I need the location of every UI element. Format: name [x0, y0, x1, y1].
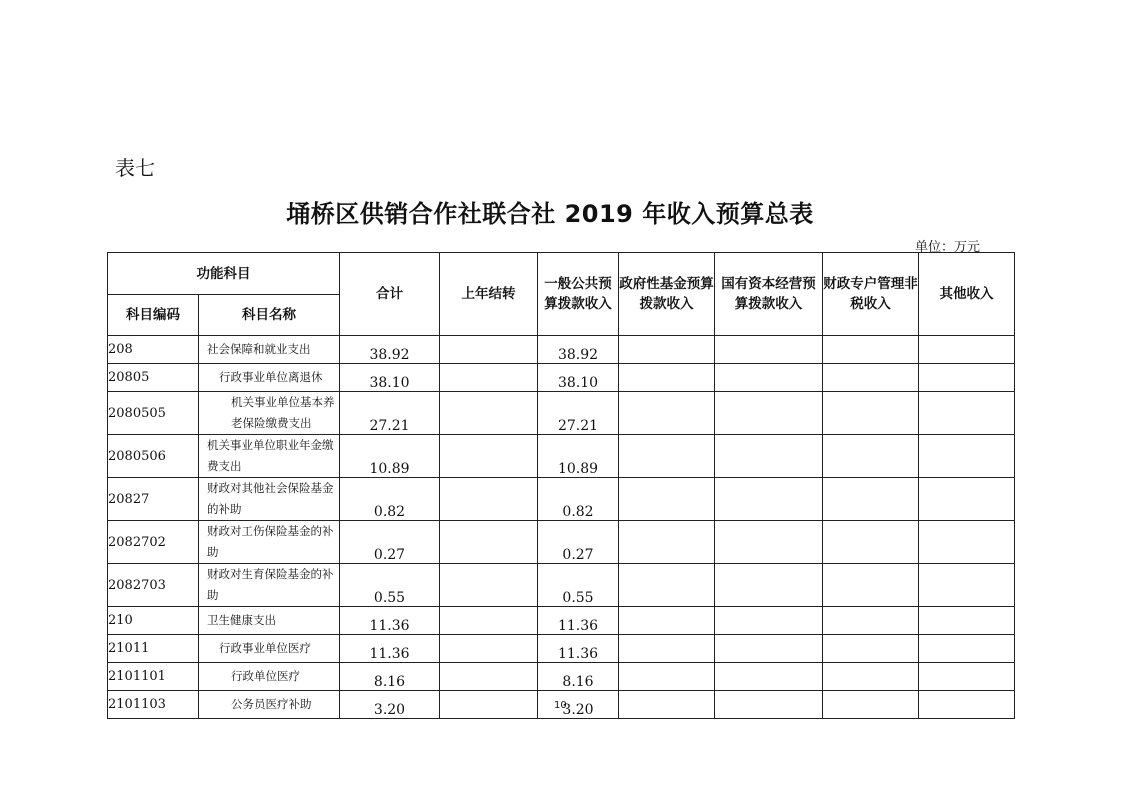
general-budget-cell: 8.16 [538, 663, 619, 691]
carryover-cell [440, 564, 538, 607]
general-budget-cell: 0.55 [538, 564, 619, 607]
subject-name-cell: 社会保障和就业支出 [199, 336, 340, 364]
document-title: 埇桥区供销合作社联合社 2019 年收入预算总表 [286, 200, 814, 228]
fund-budget-cell [619, 364, 715, 392]
table-row [108, 521, 1015, 564]
total-cell: 11.36 [340, 607, 440, 635]
subject-code-cell: 20827 [108, 478, 199, 521]
header-fund-budget: 政府性基金预算拨款收入 [619, 253, 715, 336]
table-row [108, 478, 1015, 521]
carryover-cell [440, 635, 538, 663]
total-cell: 8.16 [340, 663, 440, 691]
header-carryover: 上年结转 [440, 253, 538, 336]
fund-budget-cell [619, 564, 715, 607]
header-state-capital: 国有资本经营预算拨款收入 [715, 253, 823, 336]
carryover-cell [440, 435, 538, 478]
state-capital-cell [715, 521, 823, 564]
special-non-tax-cell [823, 364, 919, 392]
total-cell: 27.21 [340, 392, 440, 435]
other-income-cell [919, 392, 1015, 435]
special-non-tax-cell [823, 564, 919, 607]
total-cell: 10.89 [340, 435, 440, 478]
subject-name-cell: 财政对工伤保险基金的补助 [199, 521, 340, 564]
total-cell: 0.55 [340, 564, 440, 607]
special-non-tax-cell [823, 663, 919, 691]
table-row [108, 336, 1015, 364]
subject-code-cell: 208 [108, 336, 199, 364]
general-budget-cell: 0.27 [538, 521, 619, 564]
table-row [108, 635, 1015, 663]
table-row [108, 607, 1015, 635]
other-income-cell [919, 607, 1015, 635]
special-non-tax-cell [823, 691, 919, 719]
subject-code-cell: 20805 [108, 364, 199, 392]
carryover-cell [440, 521, 538, 564]
subject-name-cell: 财政对其他社会保险基金的补助 [199, 478, 340, 521]
header-subject-name: 科目名称 [199, 295, 340, 336]
fund-budget-cell [619, 691, 715, 719]
carryover-cell [440, 478, 538, 521]
total-cell: 3.20 [340, 691, 440, 719]
budget-table [107, 252, 1015, 719]
general-budget-cell: 11.36 [538, 635, 619, 663]
carryover-cell [440, 691, 538, 719]
state-capital-cell [715, 607, 823, 635]
state-capital-cell [715, 691, 823, 719]
general-budget-cell: 27.21 [538, 392, 619, 435]
subject-code-cell: 2080506 [108, 435, 199, 478]
other-income-cell [919, 564, 1015, 607]
header-general-budget: 一般公共预算拨款收入 [538, 253, 619, 336]
subject-name-cell: 财政对生育保险基金的补助 [199, 564, 340, 607]
state-capital-cell [715, 364, 823, 392]
header-function-subject: 功能科目 [108, 253, 340, 295]
subject-code-cell: 210 [108, 607, 199, 635]
state-capital-cell [715, 478, 823, 521]
other-income-cell [919, 478, 1015, 521]
subject-name-cell: 机关事业单位基本养老保险缴费支出 [199, 392, 340, 435]
subject-code-cell: 2082703 [108, 564, 199, 607]
state-capital-cell [715, 392, 823, 435]
subject-code-cell: 2101103 [108, 691, 199, 719]
general-budget-cell: 11.36 [538, 607, 619, 635]
special-non-tax-cell [823, 392, 919, 435]
special-non-tax-cell [823, 635, 919, 663]
fund-budget-cell [619, 478, 715, 521]
table-row [108, 364, 1015, 392]
unit-label: 单位：万元 [914, 240, 980, 255]
other-income-cell [919, 364, 1015, 392]
other-income-cell [919, 635, 1015, 663]
header-total: 合计 [340, 253, 440, 336]
state-capital-cell [715, 635, 823, 663]
state-capital-cell [715, 663, 823, 691]
total-cell: 11.36 [340, 635, 440, 663]
subject-code-cell: 2101101 [108, 663, 199, 691]
subject-name-cell: 行政事业单位医疗 [199, 635, 340, 663]
total-cell: 0.82 [340, 478, 440, 521]
subject-code-cell: 2080505 [108, 392, 199, 435]
general-budget-cell: 38.10 [538, 364, 619, 392]
table-row [108, 564, 1015, 607]
other-income-cell [919, 435, 1015, 478]
page-number: 10 [554, 700, 567, 711]
carryover-cell [440, 663, 538, 691]
general-budget-cell: 38.92 [538, 336, 619, 364]
subject-code-cell: 21011 [108, 635, 199, 663]
fund-budget-cell [619, 521, 715, 564]
subject-name-cell: 行政单位医疗 [199, 663, 340, 691]
subject-name-cell: 公务员医疗补助 [199, 691, 340, 719]
fund-budget-cell [619, 392, 715, 435]
header-special-non-tax: 财政专户管理非税收入 [823, 253, 919, 336]
other-income-cell [919, 336, 1015, 364]
total-cell: 38.92 [340, 336, 440, 364]
state-capital-cell [715, 564, 823, 607]
special-non-tax-cell [823, 607, 919, 635]
fund-budget-cell [619, 607, 715, 635]
carryover-cell [440, 336, 538, 364]
subject-name-cell: 卫生健康支出 [199, 607, 340, 635]
table-number: 表七 [115, 156, 155, 180]
special-non-tax-cell [823, 435, 919, 478]
fund-budget-cell [619, 635, 715, 663]
other-income-cell [919, 663, 1015, 691]
carryover-cell [440, 392, 538, 435]
general-budget-cell: 3.20 [538, 691, 619, 719]
carryover-cell [440, 364, 538, 392]
special-non-tax-cell [823, 521, 919, 564]
subject-code-cell: 2082702 [108, 521, 199, 564]
carryover-cell [440, 607, 538, 635]
subject-name-cell: 行政事业单位离退休 [199, 364, 340, 392]
general-budget-cell: 10.89 [538, 435, 619, 478]
fund-budget-cell [619, 663, 715, 691]
special-non-tax-cell [823, 336, 919, 364]
total-cell: 38.10 [340, 364, 440, 392]
fund-budget-cell [619, 336, 715, 364]
table-row [108, 435, 1015, 478]
fund-budget-cell [619, 435, 715, 478]
table-row [108, 392, 1015, 435]
other-income-cell [919, 521, 1015, 564]
table-body [108, 336, 1015, 719]
state-capital-cell [715, 435, 823, 478]
other-income-cell [919, 691, 1015, 719]
total-cell: 0.27 [340, 521, 440, 564]
general-budget-cell: 0.82 [538, 478, 619, 521]
header-other-income: 其他收入 [919, 253, 1015, 336]
special-non-tax-cell [823, 478, 919, 521]
subject-name-cell: 机关事业单位职业年金缴费支出 [199, 435, 340, 478]
header-subject-code: 科目编码 [108, 295, 199, 336]
state-capital-cell [715, 336, 823, 364]
table-row [108, 663, 1015, 691]
